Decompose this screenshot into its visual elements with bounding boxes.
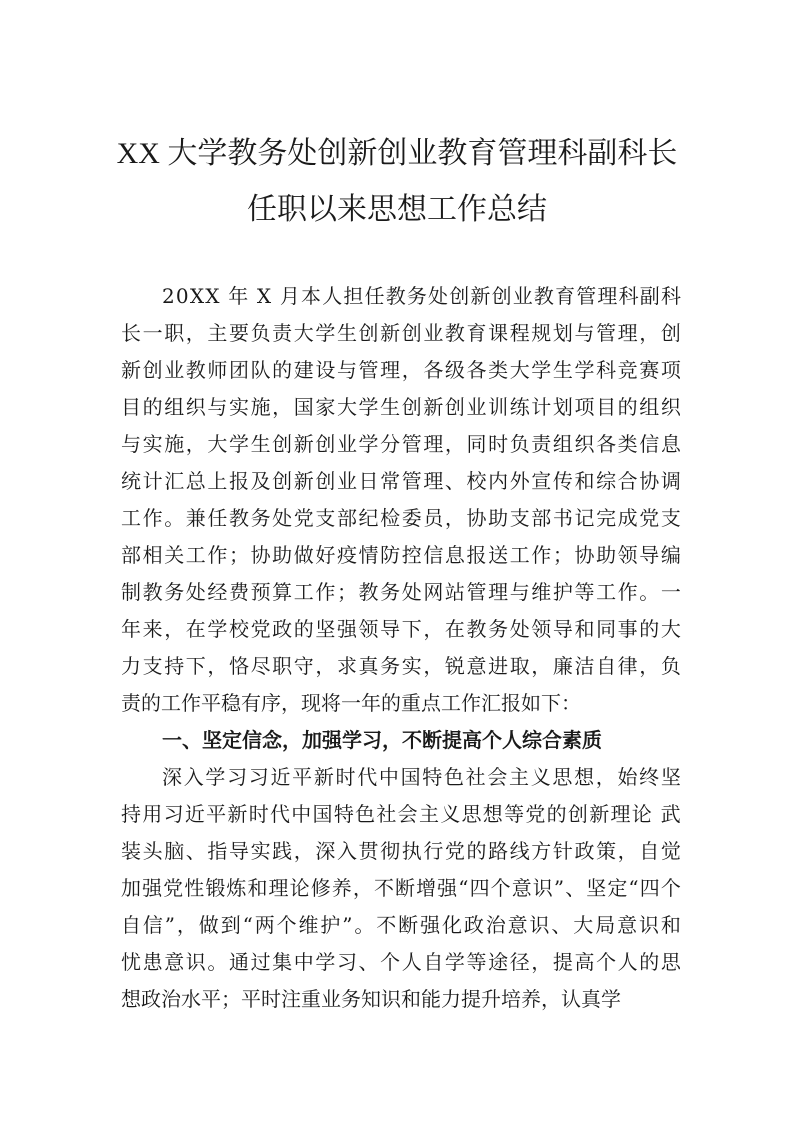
document-title-line-2: 任职以来思想工作总结	[247, 193, 547, 226]
paragraph-line: 想政治水平；平时注重业务知识和能力提升培养，认真学	[121, 987, 621, 1011]
paragraph-line: 年 来 ， 在 学 校 党 政 的 坚 强 领 导 下 ， 在 教 务 处 领 导 和 同 事 的 大	[121, 617, 681, 641]
paragraph-line: 与 实 施 ， 大 学 生 创 新 创 业 学 分 管 理 ， 同 时 负 责 组 织 各 类 信 息	[121, 432, 681, 456]
paragraph-line: 责的工作平稳有序，现将一年的重点工作汇报如下：	[121, 691, 581, 715]
paragraph-line: 制 教 务 处 经 费 预 算 工 作 ； 教 务 处 网 站 管 理 与 维 护 等 工 作 。 一	[121, 580, 681, 604]
section-heading: 一、坚定信念，加强学习，不断提高个人综合素质	[162, 728, 602, 752]
paragraph-line: 忧 患 意 识 。 通 过 集 中 学 习 、 个 人 自 学 等 途 径 ， 提 高 个 人 的 思	[121, 950, 681, 974]
paragraph-line: 加 强 党 性 锻 炼 和 理 论 修 养 ， 不 断 增 强 “ 四 个 意 识 ” 、 坚 定 “ 四 个	[121, 876, 681, 900]
paragraph-line: 力 支 持 下 ， 恪 尽 职 守 ， 求 真 务 实 ， 锐 意 进 取 ， 廉 洁 自 律 ， 负	[121, 654, 681, 678]
paragraph-line: 深 入 学 习 习 近 平 新 时 代 中 国 特 色 社 会 主 义 思 想 ， 始 终 坚	[162, 765, 681, 789]
paragraph-line: 装 头 脑 、 指 导 实 践 ， 深 入 贯 彻 执 行 党 的 路 线 方 针 政 策 ， 自 觉	[121, 839, 681, 863]
paragraph-line: 工 作 。 兼 任 教 务 处 党 支 部 纪 检 委 员 ， 协 助 支 部 书 记 完 成 党 支	[121, 506, 681, 530]
paragraph-line: 自 信 ” ， 做 到 “ 两 个 维 护 ” 。 不 断 强 化 政 治 意 识 、 大 局 意 识 和	[121, 913, 681, 937]
paragraph-line: 持 用 习 近 平 新 时 代 中 国 特 色 社 会 主 义 思 想 等 党 的 创 新 理 论 武	[121, 802, 681, 826]
paragraph-line: 长 一 职 ， 主 要 负 责 大 学 生 创 新 创 业 教 育 课 程 规 划 与 管 理 ， 创	[121, 321, 681, 345]
paragraph-line: 新 创 业 教 师 团 队 的 建 设 与 管 理 ， 各 级 各 类 大 学 生 学 科 竞 赛 项	[121, 358, 681, 382]
paragraph-line: 2 0 X X 年 X 月 本 人 担 任 教 务 处 创 新 创 业 教 育 管 理 科 副 科	[162, 284, 681, 308]
paragraph-line: 统 计 汇 总 上 报 及 创 新 创 业 日 常 管 理 、 校 内 外 宣 传 和 综 合 协 调	[121, 469, 681, 493]
document-title-line-1: XX 大学教务处创新创业教育管理科副科长	[116, 137, 678, 170]
paragraph-line: 目 的 组 织 与 实 施 ， 国 家 大 学 生 创 新 创 业 训 练 计 划 项 目 的 组 织	[121, 395, 681, 419]
paragraph-line: 部 相 关 工 作 ； 协 助 做 好 疫 情 防 控 信 息 报 送 工 作 ； 协 助 领 导 编	[121, 543, 681, 567]
